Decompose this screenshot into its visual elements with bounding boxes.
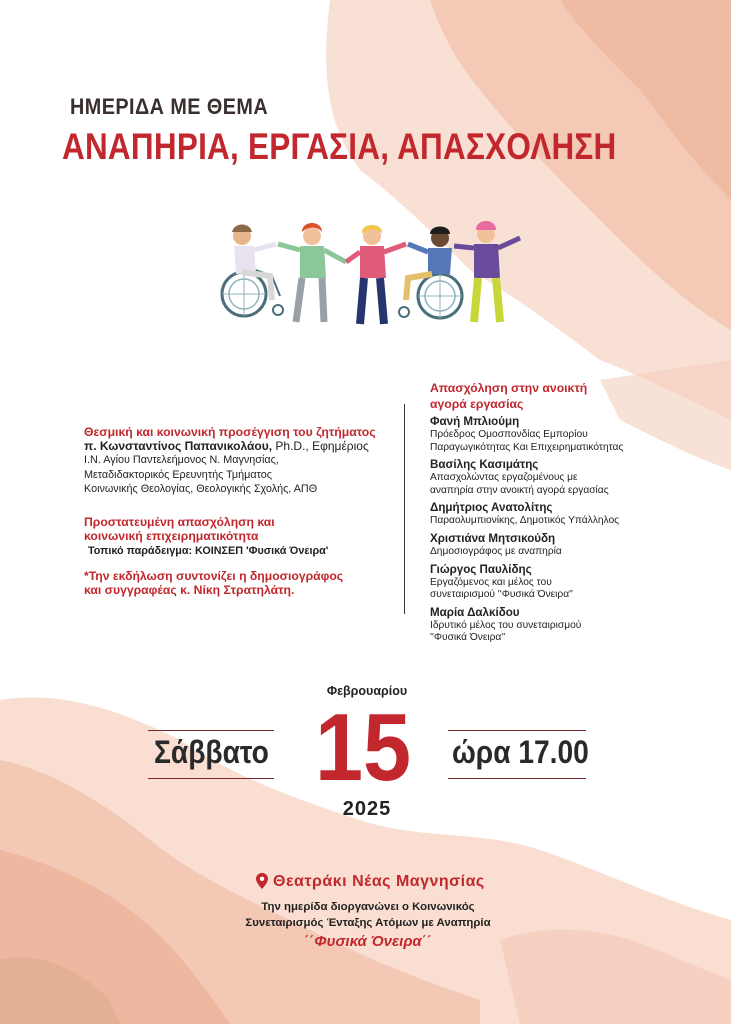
people-holding-hands-illustration — [214, 216, 526, 332]
speaker-description: Παραγωγικότητας Και Επιχειρηματικότητας — [430, 441, 624, 453]
moderator-note: *Την εκδήλωση συντονίζει η δημοσιογράφος — [84, 568, 344, 583]
local-example: Τοπικό παράδειγμα: ΚΟΙΝΣΕΠ 'Φυσικά Όνειρα' — [88, 544, 329, 557]
standing-person-illustration — [346, 225, 406, 324]
speaker-name: Δημήτριος Ανατολίτης — [430, 501, 553, 515]
speaker-name: π. Κωνσταντίνος Παπανικολάου, Ph.D., Εφημέριος — [84, 439, 369, 453]
event-month: Φεβρουαρίου — [326, 684, 408, 698]
speaker-entry — [430, 606, 720, 645]
right-column — [430, 382, 720, 645]
speaker-description: Απασχολώντας εργαζομένους με — [430, 472, 578, 484]
speaker-entry — [430, 532, 720, 559]
speaker-description: Ι.Ν. Αγίου Παντελεήμονος Ν. Μαγνησίας, — [84, 454, 279, 466]
event-day: 15 — [314, 694, 412, 801]
speaker-entry — [430, 415, 720, 454]
speaker-entry — [430, 563, 720, 602]
speaker-name: Γιώργος Παυλίδης — [430, 562, 532, 576]
organizer-line: Την ημερίδα διοργανώνει ο Κοινωνικός — [261, 901, 475, 913]
speaker-description: συνεταιρισμού ''Φυσικά Όνειρα'' — [430, 589, 574, 601]
standing-person-illustration — [454, 221, 520, 322]
event-kicker: ΗΜΕΡΙΔΑ ΜΕ ΘΕΜΑ — [70, 94, 269, 119]
speaker-description: ''Φυσικά Όνειρα'' — [430, 632, 506, 644]
speaker-description: αναπηρία στην ανοικτή αγορά εργασίας — [430, 484, 609, 496]
divider-line — [148, 778, 274, 779]
speaker-description: Κοινωνικής Θεολογίας, Θεολογικής Σχολής, ΑΠΘ — [84, 483, 318, 496]
speaker-description: Μεταδιδακτορικός Ερευνητής Τμήματος — [84, 468, 272, 481]
event-year: 2025 — [342, 798, 392, 820]
speaker-description: Πρόεδρος Ομοσπονδίας Εμπορίου — [430, 429, 588, 440]
speaker-description: Παραολυμπιονίκης, Δημοτικός Υπάλληλος — [430, 515, 620, 527]
event-title: ΑΝΑΠΗΡΙΑ, ΕΡΓΑΣΙΑ, ΑΠΑΣΧΟΛΗΣΗ — [62, 126, 617, 167]
section-title: κοινωνική επιχειρηματικότητα — [84, 528, 259, 543]
divider-line — [448, 778, 586, 779]
speaker-name: Χριστιάνα Μητσικούδη — [430, 531, 556, 545]
speaker-entry — [430, 458, 720, 497]
standing-person-illustration — [278, 223, 346, 322]
map-pin-icon — [256, 873, 268, 889]
organizer-name: ΄΄Φυσικά Όνειρα΄΄ — [304, 933, 432, 950]
section-title: Θεσμική και κοινωνική προσέγγιση του ζητήματος — [84, 425, 376, 439]
event-venue — [256, 873, 485, 891]
speaker-description: Ιδρυτικό μέλος του συνεταιρισμού — [430, 619, 582, 631]
divider-line — [448, 730, 586, 731]
section-title: αγορά εργασίας — [430, 396, 524, 411]
event-weekday: Σάββατο — [154, 734, 269, 770]
section-title: Απασχόληση στην ανοικτή — [430, 381, 588, 395]
wheelchair-person-illustration — [222, 225, 283, 317]
venue-label: Θεατράκι Νέας Μαγνησίας — [273, 873, 485, 890]
speaker-name: Μαρία Δαλκίδου — [430, 605, 520, 619]
organizer-text — [200, 899, 536, 931]
column-divider — [404, 404, 405, 614]
left-column — [84, 425, 396, 597]
organizer-line: Συνεταιρισμός Ένταξης Ατόμων με Αναπηρία — [245, 917, 491, 929]
speaker-entry — [430, 501, 720, 528]
section-title: Προστατευμένη απασχόληση και — [84, 514, 275, 529]
speaker-name: Φανή Μπλιούμη — [430, 415, 520, 428]
speaker-description: Εργαζόμενος και μέλος του — [430, 576, 552, 588]
moderator-note: και συγγραφέας κ. Νίκη Στρατηλάτη. — [84, 582, 295, 597]
divider-line — [148, 730, 274, 731]
event-time: ώρα 17.00 — [452, 734, 589, 770]
speaker-name: Βασίλης Κασιμάτης — [430, 458, 539, 472]
wheelchair-person-illustration — [399, 227, 462, 319]
speaker-description: Δημοσιογράφος με αναπηρία — [430, 545, 562, 557]
